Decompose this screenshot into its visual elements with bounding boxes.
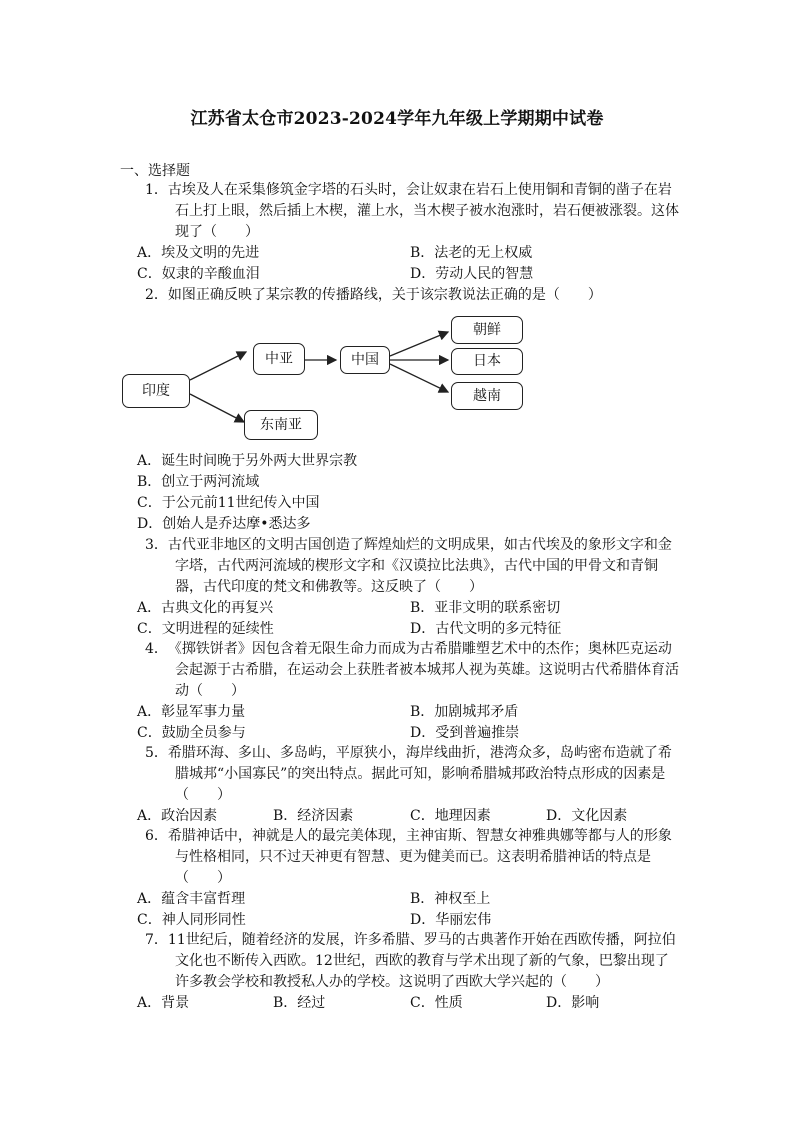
question-4-text: 《掷铁饼者》因包含着无限生命力而成为古希腊雕塑艺术中的杰作；奥林匹克运动会起源于古希腊，在运动会上获胜者被本城邦人视为英雄。这说明古代希腊体育活动（ ）	[167, 641, 679, 699]
question-5-stem	[145, 743, 680, 806]
q5-option-d[interactable]: D．文化因素	[546, 808, 628, 824]
q2-option-a[interactable]: A．诞生时间晚于另外两大世界宗教	[137, 453, 358, 469]
q5-option-b[interactable]: B．经济因素	[273, 808, 354, 824]
q7-option-b[interactable]: B．经过	[273, 995, 326, 1011]
question-3-number: 3．	[145, 537, 168, 553]
question-2	[145, 285, 680, 306]
q4-option-a[interactable]: A．彰显军事力量	[137, 704, 246, 720]
q3-option-c[interactable]: C．文明进程的延续性	[137, 621, 274, 637]
q1-option-a[interactable]: A．埃及文明的先进	[137, 245, 260, 261]
question-5	[145, 743, 680, 806]
q4-option-b[interactable]: B．加剧城邦矛盾	[410, 704, 519, 720]
question-6-number: 6．	[145, 828, 168, 844]
q4-option-c[interactable]: C．鼓励全员参与	[137, 725, 246, 741]
question-2-stem	[145, 285, 680, 306]
q7-option-a[interactable]: A．背景	[137, 995, 190, 1011]
node-southeast-asia: 东南亚	[244, 410, 318, 440]
question-7-number: 7．	[145, 932, 168, 948]
question-6-stem	[145, 826, 680, 889]
question-3-text: 古代亚非地区的文明古国创造了辉煌灿烂的文明成果，如古代埃及的象形文字和金字塔，古代两河流域的楔形文字和《汉谟拉比法典》，古代中国的甲骨文和青铜器，古代印度的梵文和佛教等。这反映了（ ）	[167, 537, 672, 595]
node-china: 中国	[340, 346, 390, 374]
node-central-asia: 中亚	[253, 343, 305, 375]
q2-option-b[interactable]: B．创立于两河流域	[137, 474, 260, 490]
question-3	[145, 535, 680, 598]
q3-option-d[interactable]: D．古代文明的多元特征	[410, 621, 562, 637]
q2-option-c[interactable]: C．于公元前11世纪传入中国	[137, 495, 320, 511]
node-japan: 日本	[451, 348, 523, 375]
q2-option-d[interactable]: D．创始人是乔达摩•悉达多	[137, 516, 311, 532]
q1-option-d[interactable]: D．劳动人民的智慧	[410, 266, 534, 282]
question-5-number: 5．	[145, 745, 168, 761]
node-korea: 朝鲜	[451, 316, 523, 344]
q7-option-d[interactable]: D．影响	[546, 995, 600, 1011]
arrow-china-korea	[390, 332, 448, 356]
question-1-text: 古埃及人在采集修筑金字塔的石头时，会让奴隶在岩石上使用铜和青铜的凿子在岩石上打上眼，然后插上木楔，灌上水，当木楔子被水泡涨时，岩石便被涨裂。这体现了（ ）	[167, 182, 679, 240]
arrow-china-vietnam	[390, 364, 448, 392]
religion-spread-diagram	[118, 312, 538, 444]
q6-option-a[interactable]: A．蕴含丰富哲理	[137, 891, 246, 907]
question-6-text: 希腊神话中，神就是人的最完美体现，主神宙斯、智慧女神雅典娜等都与人的形象与性格相同，只不过天神更有智慧、更为健美而已。这表明希腊神话的特点是（ ）	[167, 828, 672, 886]
q5-option-c[interactable]: C．地理因素	[410, 808, 491, 824]
page-title: 江苏省太仓市2023-2024学年九年级上学期期中试卷	[190, 109, 604, 129]
question-1	[145, 180, 680, 243]
q1-option-b[interactable]: B．法老的无上权威	[410, 245, 533, 261]
question-7-stem	[145, 930, 680, 993]
question-6	[145, 826, 680, 889]
question-3-stem	[145, 535, 680, 598]
question-7	[145, 930, 680, 993]
question-5-text: 希腊环海、多山、多岛屿，平原狭小，海岸线曲折，港湾众多，岛屿密布造就了希腊城邦“小国寡民”的突出特点。据此可知，影响希腊城邦政治特点形成的因素是（ ）	[167, 745, 672, 803]
q3-option-b[interactable]: B．亚非文明的联系密切	[410, 600, 561, 616]
question-2-number: 2．	[145, 287, 168, 303]
q7-option-c[interactable]: C．性质	[410, 995, 463, 1011]
q5-option-a[interactable]: A．政治因素	[137, 808, 218, 824]
q3-option-a[interactable]: A．古典文化的再复兴	[137, 600, 274, 616]
question-2-text: 如图正确反映了某宗教的传播路线，关于该宗教说法正确的是（ ）	[167, 287, 602, 303]
q6-option-b[interactable]: B．神权至上	[410, 891, 491, 907]
node-vietnam: 越南	[451, 382, 523, 410]
question-1-stem	[145, 180, 680, 243]
section-heading: 一、选择题	[120, 163, 190, 179]
question-7-text: 11世纪后，随着经济的发展，许多希腊、罗马的古典著作开始在西欧传播，阿拉伯文化也不断传入西欧。12世纪，西欧的教育与学术出现了新的气象，巴黎出现了许多教会学校和教授私人办的学校。这说明了西欧大学兴起的（ ）	[167, 932, 676, 990]
arrow-india-southeast-asia	[190, 394, 244, 422]
question-4-stem	[145, 639, 680, 702]
question-4	[145, 639, 680, 702]
arrow-india-central-asia	[190, 352, 246, 380]
q4-option-d[interactable]: D．受到普遍推崇	[410, 725, 520, 741]
q1-option-c[interactable]: C．奴隶的辛酸血泪	[137, 266, 260, 282]
question-1-number: 1．	[145, 182, 168, 198]
q6-option-d[interactable]: D．华丽宏伟	[410, 912, 492, 928]
question-4-number: 4．	[145, 641, 168, 657]
node-india: 印度	[122, 374, 190, 408]
q6-option-c[interactable]: C．神人同形同性	[137, 912, 246, 928]
